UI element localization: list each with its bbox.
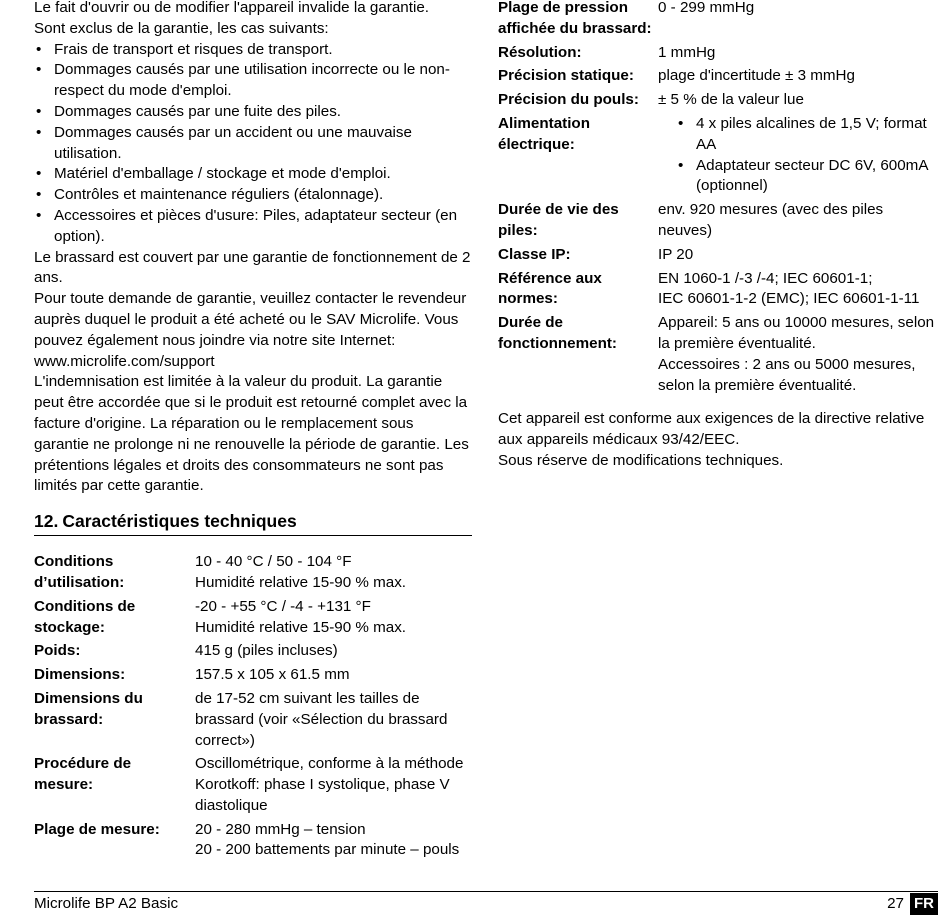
warranty-limitation: L'indemnisation est limitée à la valeur du produit. La garantie peut être accordée que si le produit est retourné complet avec la facture d'origine. La réparation ou le remplacement sous garantie ne prolonge ni ne renouvelle la période de garantie. Les prétentions légales et droits des consommateurs ne sont pas limités par cette garantie. [34,373,469,495]
spec-label: Précision du pouls: [498,91,639,109]
spec-value [195,665,472,689]
table-row [34,641,472,665]
spec-label: Procédure de mesure: [34,755,132,794]
spec-label: Classe IP: [498,245,571,263]
list-item: • Accessoires et pièces d'usure: Piles, adaptateur secteur (en option). [34,206,472,248]
spec-value-line: EN 1060-1 /-3 /-4; IEC 60601-1; [658,269,873,287]
spec-value-line: -20 - +55 °C / -4 - +131 °F [195,597,371,615]
compliance-notes [498,409,938,471]
table-row [498,269,938,314]
spec-value-line: IEC 60601-1-2 (EMC); IEC 60601-1-11 [658,290,920,308]
table-row [34,597,472,642]
spec-label: Plage de pression affichée du brassard: [498,0,652,37]
specs-table-right [498,0,938,399]
table-row [498,66,938,90]
table-row [498,114,938,200]
spec-value: 1 mmHg [658,43,716,61]
table-row [34,820,472,865]
spec-value: env. 920 mesures (avec des piles neuves) [658,201,884,239]
footer-page-info [887,893,938,915]
table-row [498,90,938,114]
page-number: 27 [887,894,904,912]
spec-value-line: Appareil: 5 ans ou 10000 mesures, selon la première éventualité. [658,314,935,352]
footer-divider [34,891,938,892]
compliance-statement: Cet appareil est conforme aux exigences de la directive relative aux appareils médicaux 93/42/EEC. [498,410,925,449]
warranty-exclusions-list [34,40,472,248]
list-item: • Adaptateur secteur DC 6V, 600mA (optionnel) [658,156,938,198]
specs-table-left [34,552,472,864]
spec-value-line: Oscillométrique, conforme à la méthode Korotkoff: phase I systolique, phase V diastolique [195,755,464,814]
spec-value: 0 - 299 mmHg [658,0,755,16]
table-row [498,43,938,67]
spec-value [195,641,472,665]
spec-value-line: Accessoires : 2 ans ou 5000 mesures, selon la première éventualité. [658,355,916,394]
modification-notice: Sous réserve de modifications techniques. [498,451,784,469]
list-item: • Contrôles et maintenance réguliers (étalonnage). [34,185,472,206]
spec-label: Précision statique: [498,67,634,85]
spec-label: Durée de fonctionnement: [498,314,617,352]
spec-value [195,597,472,642]
table-row [498,0,938,43]
spec-label: Poids: [34,642,81,660]
left-column [34,0,472,864]
table-row [34,754,472,819]
spec-value [658,114,938,200]
spec-value [195,552,472,597]
table-row [34,552,472,597]
language-badge: FR [910,893,938,915]
footer-product-name: Microlife BP A2 Basic [34,895,179,912]
spec-value-line: Humidité relative 15-90 % max. [195,618,407,636]
list-item: • Dommages causés par une utilisation incorrecte ou le non-respect du mode d'emploi. [34,60,472,102]
spec-value [658,269,938,314]
support-link[interactable]: www.microlife.com/support [34,352,215,370]
spec-label: Résolution: [498,43,582,61]
section-title: Caractéristiques techniques [62,511,297,532]
spec-label: Conditions d’utilisation: [34,553,125,591]
spec-label: Dimensions: [34,666,126,684]
list-item: • Matériel d'emballage / stockage et mode d'emploi. [34,164,472,185]
table-row [34,665,472,689]
list-item: • Dommages causés par un accident ou une mauvaise utilisation. [34,123,472,165]
warranty-intro-2: Sont exclus de la garantie, les cas suivants: [34,19,329,37]
spec-value-line: 415 g (piles incluses) [195,642,338,660]
section-heading [34,509,472,536]
spec-value [195,754,472,819]
table-row [498,313,938,399]
warranty-contact: Pour toute demande de garantie, veuillez contacter le revendeur auprès duquel le produit a été acheté ou le SAV Microlife. Vous pouvez également nous joindre via notre site Internet: [34,290,467,349]
spec-label: Référence aux normes: [498,269,602,308]
spec-value: IP 20 [658,245,694,263]
spec-label: Alimentation électrique: [498,114,590,153]
spec-label: Durée de vie des piles: [498,201,619,239]
section-number: 12. [34,511,59,532]
warranty-intro-1: Le fait d'ouvrir ou de modifier l'appareil invalide la garantie. [34,0,429,16]
right-column [498,0,938,472]
spec-value: ± 5 % de la valeur lue [658,91,804,109]
list-item: • Dommages causés par une fuite des piles. [34,102,472,123]
spec-value [195,820,472,865]
spec-label: Plage de mesure: [34,820,160,838]
spec-value: plage d'incertitude ± 3 mmHg [658,67,855,85]
table-row [498,245,938,269]
spec-value-line: 157.5 x 105 x 61.5 mm [195,666,350,684]
table-row [34,689,472,754]
warranty-coverage: Le brassard est couvert par une garantie de fonctionnement de 2 ans. [34,248,471,287]
spec-value-line: Humidité relative 15-90 % max. [195,573,407,591]
spec-value [658,313,938,399]
list-item: • Frais de transport et risques de transport. [34,40,472,61]
spec-label: Conditions de stockage: [34,597,136,636]
spec-label: Dimensions du brassard: [34,689,143,728]
power-options-list [658,114,938,197]
spec-value-line: 10 - 40 °C / 50 - 104 °F [195,553,352,571]
list-item: • 4 x piles alcalines de 1,5 V; format AA [658,114,938,156]
table-row [498,200,938,245]
spec-value-line: 20 - 280 mmHg – tension [195,820,366,838]
spec-value-line: de 17-52 cm suivant les tailles de brassard (voir «Sélection du brassard correct») [195,689,448,749]
spec-value [195,689,472,754]
spec-value-line: 20 - 200 battements par minute – pouls [195,841,460,859]
